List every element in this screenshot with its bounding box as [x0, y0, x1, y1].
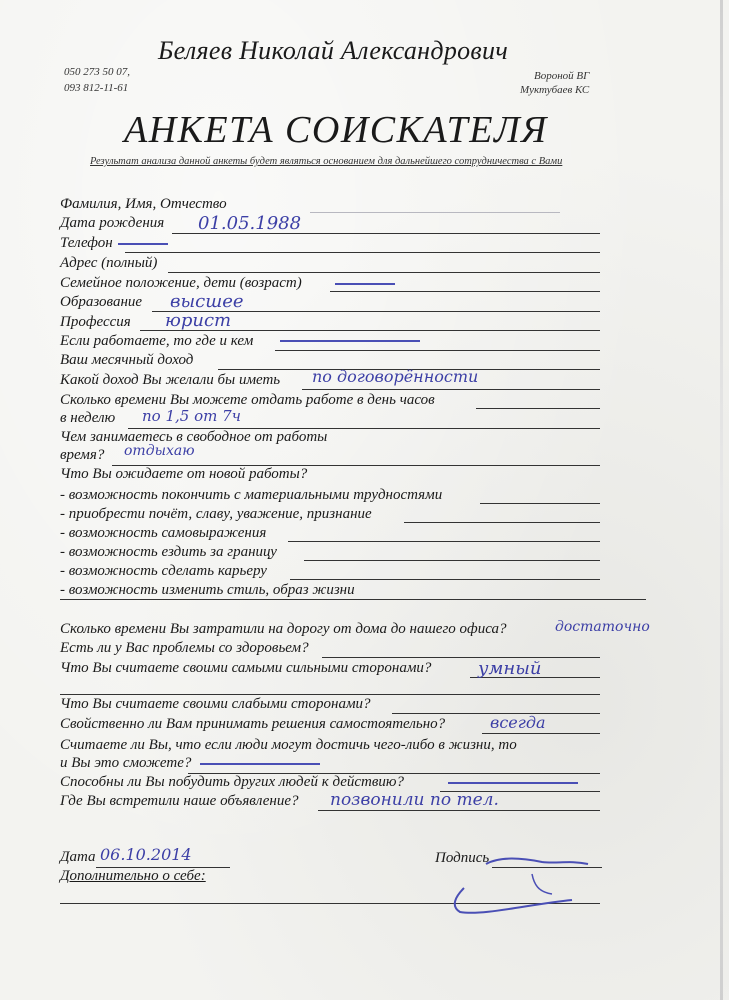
label-expectation-6: - возможность изменить стиль, образ жизни	[60, 582, 355, 598]
label-desired-income: Какой доход Вы желали бы иметь	[60, 372, 281, 388]
answer-line-family	[330, 291, 600, 292]
form-title: АНКЕТА СОИСКАТЕЛЯ	[124, 109, 548, 151]
answer-line-expectation-6	[60, 599, 646, 600]
answer-line-employment	[275, 350, 600, 351]
label-profession: Профессия	[60, 314, 131, 330]
label-expectation-3: - возможность самовыражения	[60, 525, 267, 541]
form-subtitle: Результат анализа данной анкеты будет являться основанием для дальнейшего сотрудничества с Вами	[90, 156, 563, 167]
label-phone: Телефон	[60, 235, 113, 251]
label-expectation-2: - приобрести почёт, славу, уважение, признание	[60, 506, 372, 522]
label-expectations: Что Вы ожидаете от новой работы?	[60, 466, 308, 482]
answer-line-desired-income	[302, 389, 600, 390]
label-employment: Если работаете, то где и кем	[60, 333, 254, 349]
answer-profession: юрист	[165, 310, 232, 331]
label-expectation-1: - возможность покончить с материальными трудностями	[60, 487, 443, 503]
label-strengths: Что Вы считаете своими самыми сильными сторонами?	[60, 660, 432, 676]
label-address: Адрес (полный)	[60, 255, 158, 271]
handwritten-signature	[440, 850, 600, 920]
label-family: Семейное положение, дети (возраст)	[60, 275, 302, 291]
answer-line-expectation-4	[304, 560, 600, 561]
answer-strengths: умный	[478, 658, 542, 679]
answer-family-stroke	[335, 283, 395, 285]
answer-hours-week: по 1,5 от 7ч	[142, 407, 241, 425]
answer-ad-source: позвонили по тел.	[330, 790, 499, 810]
label-free-time-1: Чем занимаетесь в свободное от работы	[60, 429, 328, 445]
label-signature: Подпись	[435, 850, 490, 866]
answer-achieve-stroke	[200, 763, 320, 765]
answer-line-strengths-extra	[60, 694, 600, 695]
phone-number-2: 093 812-11-61	[64, 82, 129, 94]
answer-decisions: всегда	[490, 713, 546, 732]
label-motivate: Способны ли Вы побудить других людей к действию?	[60, 774, 404, 790]
label-birth-date: Дата рождения	[60, 215, 165, 231]
answer-line-phone	[125, 252, 600, 253]
label-decisions: Свойственно ли Вам принимать решения самостоятельно?	[60, 716, 446, 732]
answer-line-health	[322, 657, 600, 658]
label-hours-day: Сколько времени Вы можете отдать работе в день часов	[60, 392, 435, 408]
answer-commute: достаточно	[555, 619, 650, 635]
answer-line-expectation-5	[290, 579, 600, 580]
phone-number-1: 050 273 50 07,	[64, 66, 130, 78]
answer-motivate-stroke	[448, 782, 578, 784]
answer-line-expectation-2	[404, 522, 600, 523]
answer-line-ad-source	[318, 810, 600, 811]
label-health: Есть ли у Вас проблемы со здоровьем?	[60, 640, 309, 656]
label-additional: Дополнительно о себе:	[60, 868, 206, 884]
label-ad-source: Где Вы встретили наше объявление?	[60, 793, 299, 809]
label-expectation-4: - возможность ездить за границу	[60, 544, 277, 560]
answer-desired-income: по договорённости	[312, 367, 479, 386]
label-free-time-2: время?	[60, 447, 105, 463]
recruiter-name-2: Муктубаев КС	[520, 84, 590, 96]
answer-free-time: отдыхаю	[124, 443, 195, 459]
label-commute: Сколько времени Вы затратили на дорогу от дома до нашего офиса?	[60, 621, 507, 637]
label-expectation-5: - возможность сделать карьеру	[60, 563, 267, 579]
label-achieve-1: Считаете ли Вы, что если люди могут достичь чего-либо в жизни, то	[60, 737, 517, 753]
label-weaknesses: Что Вы считаете своими слабыми сторонами?	[60, 696, 371, 712]
answer-line-address	[168, 272, 600, 273]
label-education: Образование	[60, 294, 143, 310]
answer-line-decisions	[482, 733, 600, 734]
label-hours-week: в неделю	[60, 410, 116, 426]
label-achieve-2: и Вы это сможете?	[60, 755, 192, 771]
answer-line-hours-day	[476, 408, 600, 409]
answer-education: высшее	[170, 291, 244, 312]
applicant-name-heading: Беляев Николай Александрович	[158, 36, 509, 65]
scan-edge	[720, 0, 723, 1000]
answer-birth-date: 01.05.1988	[198, 213, 302, 234]
answer-phone-stroke	[118, 243, 168, 245]
answer-date: 06.10.2014	[100, 845, 192, 864]
answer-line-expectation-3	[288, 541, 600, 542]
answer-employment-stroke	[280, 340, 420, 342]
recruiter-name-1: Вороной ВГ	[534, 70, 590, 82]
label-full-name: Фамилия, Имя, Отчество	[60, 196, 227, 212]
erased-answer-mark	[310, 212, 560, 213]
label-income: Ваш месячный доход	[60, 352, 194, 368]
answer-line-expectation-1	[480, 503, 600, 504]
label-date: Дата	[60, 849, 96, 865]
